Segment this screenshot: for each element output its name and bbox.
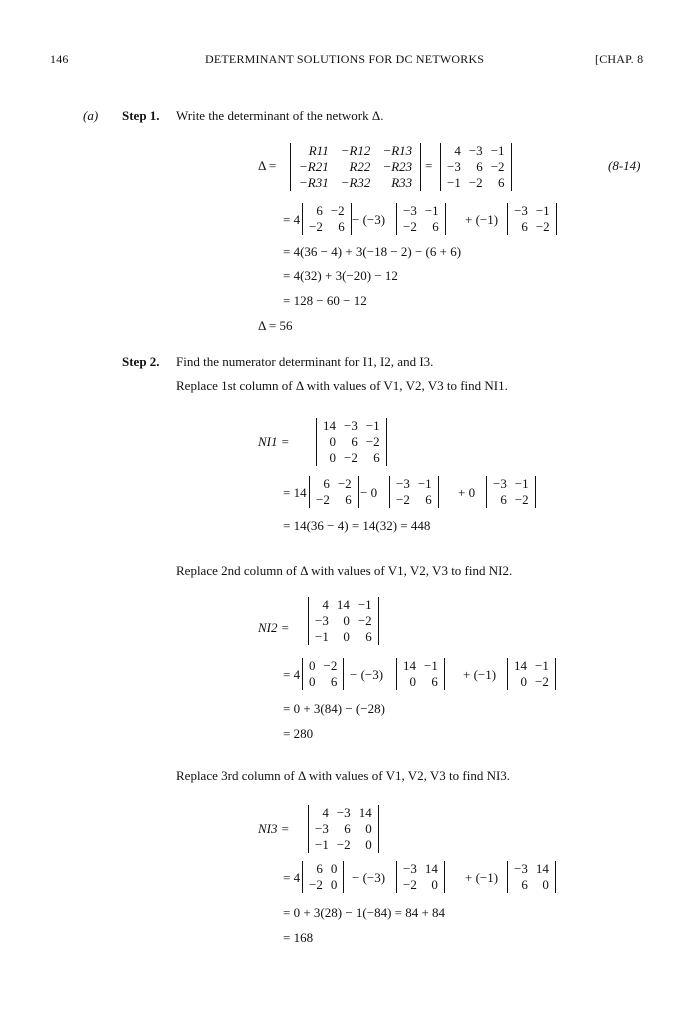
delta-expansion-op1: − (−3) [352, 212, 386, 227]
replace-2nd-instruction: Replace 2nd column of Δ with values of V1, V2, V3 to find NI2. [176, 563, 513, 578]
matrix-cell: 6 [365, 629, 372, 644]
n2-expansion-op2: + (−1) [463, 667, 497, 682]
equals-sign: = [425, 158, 433, 173]
matrix-cell: −3 [396, 476, 410, 491]
numeric-matrix [440, 143, 512, 191]
n2-matrix [308, 597, 379, 645]
matrix-cell: −3 [403, 203, 417, 218]
matrix-cell: −3 [468, 143, 483, 158]
matrix-cell: 6 [431, 674, 438, 689]
matrix-cell: 14 [336, 597, 350, 612]
matrix-cell: 6 [476, 159, 483, 174]
n2-expansion-op1: − (−3) [350, 667, 384, 682]
matrix-cell: −2 [336, 837, 351, 852]
n1-minor-2 [389, 476, 439, 508]
n2-line-1: = 0 + 3(84) − (−28) [283, 701, 385, 716]
matrix-cell: 14 [514, 658, 527, 673]
matrix-cell: 0 [365, 821, 372, 836]
matrix-cell: 0 [520, 674, 527, 689]
matrix-cell: 6 [500, 492, 507, 507]
matrix-cell: −1 [535, 658, 549, 673]
step1-label: Step 1. [122, 108, 160, 123]
matrix-cell: 0 [431, 877, 438, 892]
matrix-cell: 4 [322, 597, 329, 612]
matrix-cell: 6 [316, 861, 323, 876]
matrix-cell: 6 [425, 492, 432, 507]
matrix-cell: −1 [424, 658, 438, 673]
page-number: 146 [50, 52, 69, 66]
matrix-cell: 6 [521, 877, 528, 892]
matrix-cell: 14 [403, 658, 416, 673]
matrix-cell: −3 [336, 805, 351, 820]
matrix-cell: −1 [514, 476, 529, 491]
matrix-cell: −2 [357, 613, 372, 628]
equation-number: (8-14) [608, 158, 641, 173]
matrix-cell: −2 [490, 159, 505, 174]
matrix-cell: 6 [498, 175, 505, 190]
matrix-cell: 14 [424, 861, 438, 876]
matrix-cell: −3 [403, 861, 417, 876]
n3-matrix [308, 805, 379, 853]
matrix-cell: −3 [344, 418, 358, 433]
delta-expansion-op2: + (−1) [465, 212, 499, 227]
chapter-label: [CHAP. 8 [595, 52, 644, 66]
matrix-cell: 4 [454, 143, 461, 158]
matrix-cell: −R23 [382, 159, 413, 174]
matrix-cell: −3 [493, 476, 507, 491]
matrix-cell: R11 [308, 143, 329, 158]
matrix-cell: 0 [329, 450, 336, 465]
matrix-cell: −R13 [382, 143, 413, 158]
matrix-cell: −2 [403, 877, 417, 892]
matrix-cell: −R31 [299, 175, 329, 190]
matrix-cell: −R32 [340, 175, 371, 190]
delta-minor-3 [507, 203, 557, 235]
matrix-cell: −1 [417, 476, 432, 491]
matrix-cell: 6 [344, 821, 351, 836]
matrix-cell: −2 [323, 658, 338, 673]
matrix-cell: −1 [357, 597, 372, 612]
matrix-cell: 4 [322, 805, 329, 820]
matrix-cell: −1 [490, 143, 505, 158]
matrix-cell: R22 [349, 159, 371, 174]
matrix-cell: −2 [468, 175, 483, 190]
matrix-cell: −2 [330, 203, 345, 218]
delta-symbol: Δ = [258, 158, 277, 173]
matrix-cell: 6 [338, 219, 345, 234]
running-title: DETERMINANT SOLUTIONS FOR DC NETWORKS [205, 52, 485, 66]
n1-matrix [316, 418, 387, 466]
matrix-cell: 0 [309, 658, 316, 673]
matrix-cell: 0 [309, 674, 316, 689]
matrix-cell: −2 [337, 476, 352, 491]
n1-expansion-op1: − 0 [360, 485, 378, 500]
matrix-cell: −1 [535, 203, 550, 218]
n3-expansion-op1: − (−3) [352, 870, 386, 885]
delta-expansion-lead: = 4 [283, 212, 301, 227]
matrix-cell: 0 [330, 861, 338, 876]
matrix-cell: −2 [396, 492, 410, 507]
matrix-cell: 0 [409, 674, 416, 689]
matrix-cell: −2 [403, 219, 417, 234]
matrix-cell: −3 [315, 821, 329, 836]
n2-minor-2 [396, 658, 445, 690]
delta-line-2: = 4(32) + 3(−20) − 12 [283, 268, 398, 283]
n3-minor-3 [507, 861, 556, 893]
matrix-cell: −2 [514, 492, 529, 507]
delta-result: Δ = 56 [258, 318, 293, 333]
delta-line-1: = 4(36 − 4) + 3(−18 − 2) − (6 + 6) [283, 244, 462, 259]
matrix-cell: −2 [365, 434, 380, 449]
n3-line-1: = 0 + 3(28) − 1(−84) = 84 + 84 [283, 905, 446, 920]
matrix-cell: 14 [323, 418, 336, 433]
matrix-cell: 14 [358, 805, 372, 820]
part-label: (a) [83, 108, 99, 123]
matrix-cell: −2 [309, 219, 323, 234]
delta-line-3: = 128 − 60 − 12 [283, 293, 367, 308]
matrix-cell: 0 [365, 837, 372, 852]
matrix-cell: 6 [323, 476, 330, 491]
n2-minor-1 [302, 658, 344, 690]
n2-line-2: = 280 [283, 726, 314, 741]
matrix-cell: 0 [343, 629, 350, 644]
n2-minor-3 [507, 658, 556, 690]
matrix-cell: 0 [542, 877, 549, 892]
matrix-cell: 6 [316, 203, 323, 218]
step2-text: Find the numerator determinant for I1, I2, and I3. [176, 354, 434, 369]
matrix-cell: 14 [535, 861, 549, 876]
n3-minor-1 [302, 861, 344, 893]
step1-text: Write the determinant of the network Δ. [176, 108, 384, 123]
matrix-cell: −R12 [340, 143, 371, 158]
matrix-cell: R33 [391, 175, 413, 190]
n3-symbol: NI3 = [258, 821, 290, 836]
delta-minor-2 [396, 203, 446, 235]
n2-symbol: NI2 = [258, 620, 290, 635]
matrix-cell: −3 [514, 861, 528, 876]
matrix-cell: −3 [315, 613, 329, 628]
n3-expansion-op2: + (−1) [465, 870, 499, 885]
matrix-cell: −3 [514, 203, 528, 218]
step2-label: Step 2. [122, 354, 160, 369]
replace-1st-instruction: Replace 1st column of Δ with values of V1, V2, V3 to find NI1. [176, 378, 508, 393]
matrix-cell: 6 [345, 492, 352, 507]
matrix-cell: −1 [315, 837, 329, 852]
n1-expansion-op2: + 0 [458, 485, 476, 500]
n3-line-2: = 168 [283, 930, 314, 945]
matrix-cell: −2 [535, 219, 550, 234]
n2-expansion-lead: = 4 [283, 667, 301, 682]
matrix-cell: 6 [330, 674, 338, 689]
matrix-cell: 6 [521, 219, 528, 234]
matrix-cell: −2 [309, 877, 323, 892]
matrix-cell: −2 [344, 450, 358, 465]
matrix-cell: 0 [329, 434, 336, 449]
matrix-cell: −1 [315, 629, 329, 644]
matrix-cell: −2 [316, 492, 330, 507]
n3-minor-2 [396, 861, 445, 893]
matrix-cell: 6 [432, 219, 439, 234]
matrix-cell: 0 [343, 613, 350, 628]
matrix-cell: 0 [330, 877, 338, 892]
replace-3rd-instruction: Replace 3rd column of Δ with values of V1, V2, V3 to find NI3. [176, 768, 511, 783]
n1-result: = 14(36 − 4) = 14(32) = 448 [283, 518, 431, 533]
matrix-cell: −1 [447, 175, 461, 190]
n1-expansion-lead: = 14 [283, 485, 307, 500]
n1-minor-1 [309, 476, 359, 508]
matrix-cell: −3 [447, 159, 461, 174]
matrix-cell: −1 [365, 418, 380, 433]
symbolic-matrix [290, 143, 421, 191]
matrix-cell: −R21 [299, 159, 329, 174]
n3-expansion-lead: = 4 [283, 870, 301, 885]
matrix-cell: 6 [373, 450, 380, 465]
matrix-cell: −2 [535, 674, 549, 689]
matrix-cell: −1 [424, 203, 439, 218]
n1-minor-3 [486, 476, 536, 508]
delta-minor-1 [302, 203, 352, 235]
n1-symbol: NI1 = [258, 434, 290, 449]
matrix-cell: 6 [351, 434, 358, 449]
